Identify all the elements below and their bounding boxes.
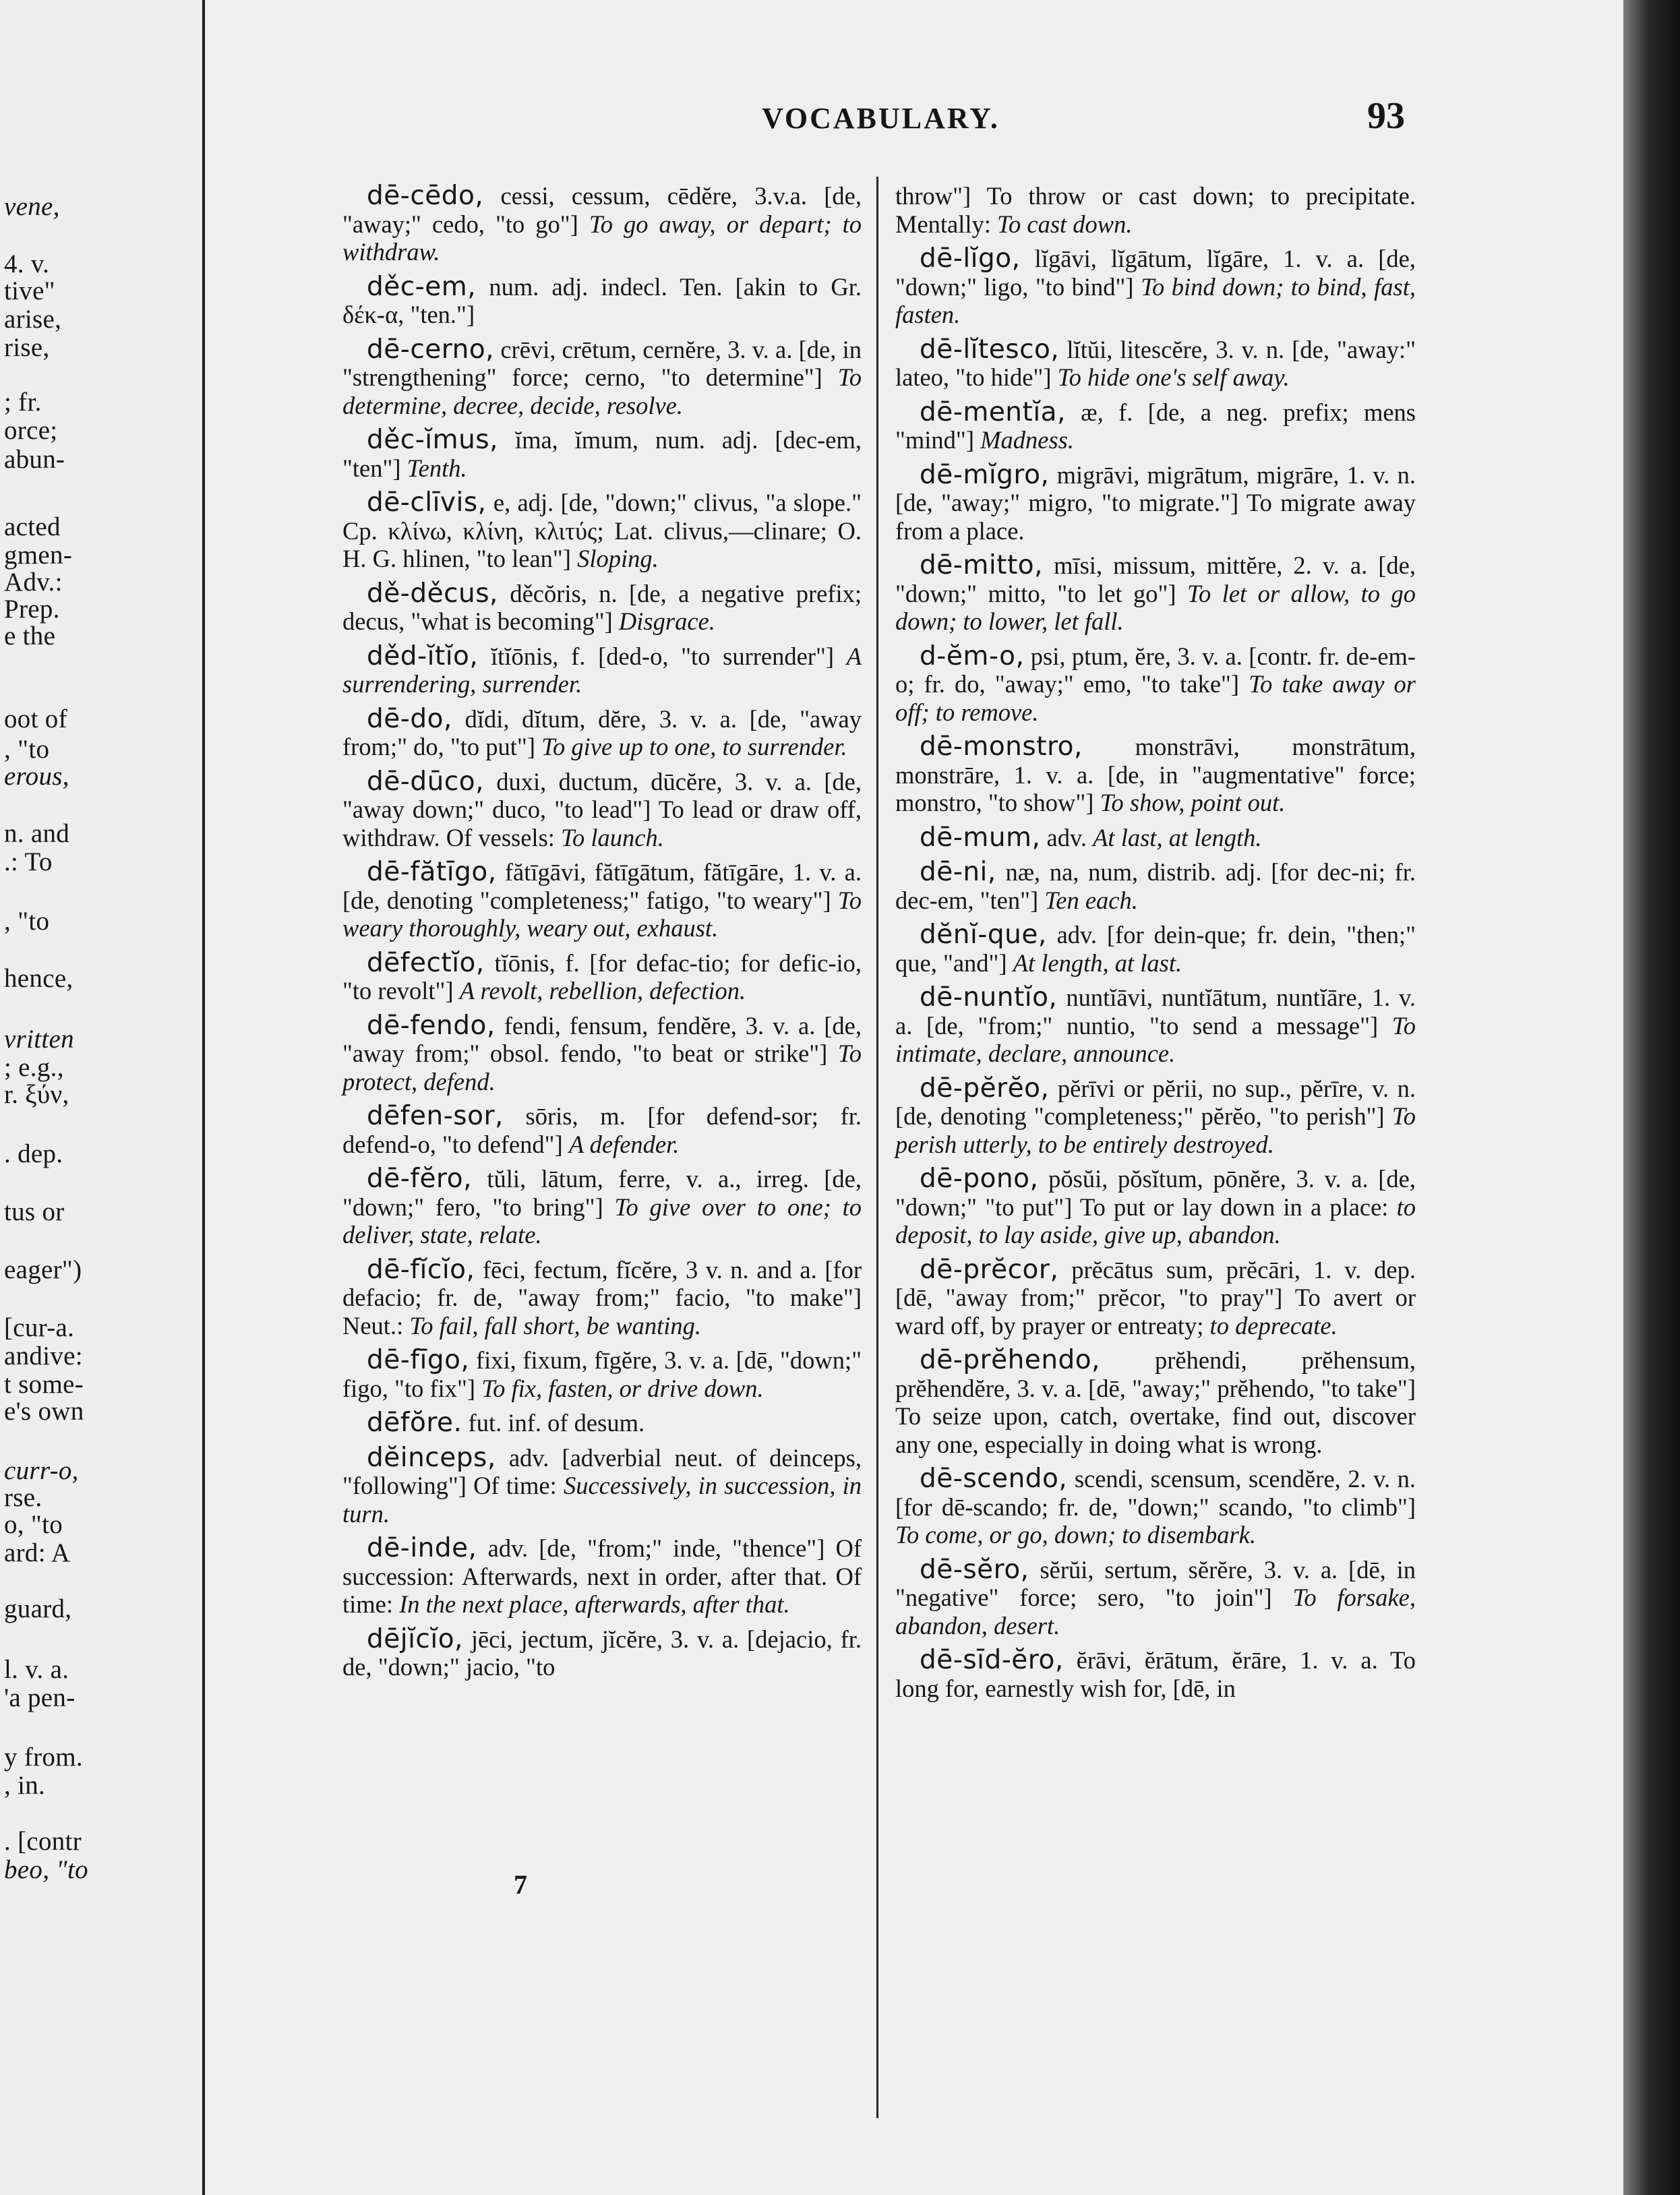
dictionary-entry — [342, 1256, 862, 1340]
facing-page-text: 4. v. — [4, 249, 50, 278]
facing-page-text: ; fr. — [4, 388, 42, 417]
facing-page-text: o, "to — [4, 1510, 63, 1539]
column-rule — [876, 177, 878, 2118]
dictionary-entry — [895, 733, 1416, 817]
entry-gloss: Sloping. — [577, 545, 659, 572]
dictionary-entry — [342, 642, 862, 698]
facing-page-text: [cur-a. — [4, 1313, 75, 1342]
entry-gloss: To fix, fasten, or drive down. — [481, 1374, 764, 1402]
facing-page-text: erous, — [4, 762, 69, 791]
entry-definition: adv. [adverbial neut. of deinceps, "following"] Of time: — [342, 1443, 862, 1499]
entry-headword: dē-pono, — [920, 1164, 1039, 1194]
facing-page-text: e the — [4, 622, 56, 651]
entry-headword: dējĭcĭo, — [367, 1623, 463, 1654]
entry-gloss: To hide one's self away. — [1057, 363, 1290, 391]
entry-gloss: A defender. — [568, 1130, 680, 1158]
entry-headword: dē-inde, — [367, 1533, 477, 1563]
entry-definition: æ, f. [de, a neg. prefix; mens "mind"] — [895, 398, 1416, 454]
facing-page-text: e's own — [4, 1397, 84, 1426]
entry-gloss: Ten each. — [1044, 886, 1138, 914]
entry-gloss: To go away, or depart; to withdraw. — [342, 210, 862, 266]
entry-headword: dē-lĭtesco, — [920, 334, 1060, 365]
dictionary-entry — [342, 489, 862, 573]
entry-gloss: To come, or go, down; to disembark. — [895, 1521, 1256, 1548]
entry-gloss: Disgrace. — [618, 607, 715, 635]
entry-definition: fătīgāvi, fătīgātum, fătīgāre, 1. v. a. [de, denoting "completeness;" fatigo, "to weary"] — [342, 858, 862, 914]
entry-headword: dē-fătīgo, — [367, 857, 497, 887]
dictionary-entry — [895, 461, 1416, 545]
entry-headword: dĕinceps, — [367, 1442, 496, 1473]
entry-definition: lĭtŭi, litescĕre, 3. v. n. [de, "away:" lateo, "to hide"] — [895, 335, 1416, 391]
facing-page-text: . [contr — [4, 1827, 82, 1856]
entry-definition: ĕrāvi, ĕrātum, ĕrāre, 1. v. a. To long for, earnestly wish for, [dē, in — [895, 1646, 1416, 1702]
facing-page-text: acted — [4, 512, 61, 541]
entry-gloss: To launch. — [561, 823, 664, 851]
entry-definition: duxi, ductum, dūcĕre, 3. v. a. [de, "away down;" duco, "to lead"] To lead or draw off, withdraw. Of vessels: — [342, 767, 862, 851]
entry-headword: dē-mĭgro, — [920, 459, 1050, 490]
facing-page-text: t some- — [4, 1370, 84, 1399]
entry-definition: psi, ptum, ĕre, 3. v. a. [contr. fr. de-em-o; fr. do, "away;" emo, "to take"] — [895, 642, 1416, 698]
entry-gloss: To show, point out. — [1100, 789, 1286, 816]
dictionary-entry — [895, 984, 1416, 1068]
dictionary-entry — [895, 1256, 1416, 1340]
entry-headword: dē-sĕro, — [920, 1554, 1029, 1585]
entry-headword: dē-sīd-ĕro, — [920, 1645, 1064, 1675]
dictionary-entry — [342, 1409, 862, 1437]
entry-gloss: to deprecate. — [1209, 1311, 1338, 1340]
entry-gloss: To forsake, abandon, desert. — [895, 1584, 1416, 1640]
entry-definition: sōris, m. [for defend-sor; fr. defend-o, "to defend"] — [342, 1102, 862, 1158]
entry-definition: migrāvi, migrātum, migrāre, 1. v. n. [de, "away;" migro, "to migrate."] To migrate away from a place. — [895, 460, 1416, 545]
dictionary-entry — [895, 1556, 1416, 1640]
entry-definition: num. adj. indecl. Ten. [akin to Gr. δέκ-α, "ten."] — [342, 272, 862, 328]
dictionary-entry — [342, 426, 862, 482]
dictionary-entry — [342, 1444, 862, 1528]
entry-headword: d-ĕm-o, — [920, 640, 1025, 671]
entry-definition: fendi, fensum, fendĕre, 3. v. a. [de, "away from;" obsol. fendo, "to beat or strike"] — [342, 1011, 862, 1067]
facing-page-text: . dep. — [4, 1139, 63, 1168]
entry-definition: adv. — [1046, 823, 1093, 851]
entry-headword: dē-prĕcor, — [920, 1254, 1059, 1285]
facing-page-text: , "to — [4, 735, 50, 764]
entry-headword: dēfŏre. — [367, 1408, 462, 1438]
dictionary-entry — [895, 921, 1416, 977]
facing-page-text: oot of — [4, 704, 67, 733]
facing-page-text: , in. — [4, 1771, 46, 1800]
entry-headword: dě-děcus, — [367, 578, 498, 609]
running-head: VOCABULARY. — [762, 102, 1000, 135]
entry-gloss: To let or allow, to go down; to lower, let fall. — [895, 579, 1416, 635]
entry-gloss: A surrendering, surrender. — [342, 642, 862, 698]
dictionary-entry — [342, 1102, 862, 1158]
dictionary-entry — [895, 1346, 1416, 1458]
entry-definition: děcŏris, n. [de, a negative prefix; decus, "what is becoming"] — [342, 579, 862, 635]
dictionary-entry — [342, 768, 862, 852]
entry-definition: pŏsŭi, pŏsĭtum, pōnĕre, 3. v. a. [de, "down;" "to put"] To put or lay down in a place: — [895, 1165, 1416, 1221]
entry-gloss: To perish utterly, to be entirely destroyed. — [895, 1102, 1416, 1158]
facing-page-text: y from. — [4, 1743, 83, 1772]
facing-page-text: .: To — [4, 847, 53, 876]
entry-gloss: To intimate, declare, announce. — [895, 1011, 1416, 1067]
entry-gloss: At last, at length. — [1093, 823, 1262, 851]
entry-definition: fēci, fectum, fĭcĕre, 3 v. n. and a. [for defacio; fr. de, "away from;" facio, "to make"] Neut.: — [342, 1255, 862, 1340]
signature-mark: 7 — [514, 1869, 527, 1900]
entry-gloss: To bind down; to bind, fast, fasten. — [895, 272, 1416, 328]
entry-headword: dē-dūco, — [367, 766, 484, 797]
entry-headword: dē-lĭgo, — [920, 243, 1021, 274]
dictionary-entry — [895, 398, 1416, 454]
entry-definition: tĭōnis, f. [for defac-tio; for defic-io, "to revolt"] — [342, 949, 862, 1004]
entry-gloss: A revolt, rebellion, defection. — [459, 977, 746, 1004]
facing-page-text: rise, — [4, 333, 50, 362]
entry-headword: dē-mum, — [920, 822, 1041, 853]
entry-gloss: Tenth. — [407, 454, 467, 482]
entry-gloss: At length, at last. — [1013, 949, 1182, 977]
facing-page-text: tive" — [4, 276, 55, 305]
facing-page-text: arise, — [4, 305, 62, 334]
entry-headword: dē-prĕhendo, — [920, 1345, 1101, 1375]
entry-definition: næ, na, num, distrib. adj. [for dec-ni; fr. dec-em, "ten"] — [895, 858, 1416, 914]
entry-definition: scendi, scensum, scendĕre, 2. v. n. [for dē-scando; fr. de, "down;" scando, "to climb"] — [895, 1465, 1416, 1521]
entry-headword: dē-cēdo, — [367, 181, 484, 211]
entry-definition: pĕrīvi or pĕrii, no sup., pĕrīre, v. n. [de, denoting "completeness;" pĕrĕo, "to perish"] — [895, 1074, 1416, 1130]
facing-page-text: ; e.g., — [4, 1053, 64, 1082]
entry-headword: dē-mentĭa, — [920, 396, 1066, 427]
entry-definition: jēci, jectum, jĭcĕre, 3. v. a. [dejacio, fr. de, "down;" jacio, "to — [342, 1625, 862, 1681]
dictionary-entry — [895, 245, 1416, 329]
facing-page-text: eager") — [4, 1255, 82, 1284]
dictionary-entry — [895, 336, 1416, 392]
entry-definition: mīsi, missum, mittĕre, 2. v. a. [de, "down;" mitto, "to let go"] — [895, 551, 1416, 607]
facing-page-text: hence, — [4, 964, 73, 993]
entry-definition: adv. [for dein-que; fr. dein, "then;" que, "and"] — [895, 921, 1416, 977]
entry-headword: dē-mitto, — [920, 550, 1043, 580]
entry-headword: děd-ĭtĭo, — [367, 640, 479, 671]
entry-headword: dē-fendo, — [367, 1010, 496, 1041]
entry-headword: dē-fĭcĭo, — [367, 1254, 475, 1285]
entry-gloss: To give over to one; to deliver, state, relate. — [342, 1193, 862, 1249]
entry-gloss: to deposit, to lay aside, give up, abandon. — [895, 1193, 1416, 1249]
dictionary-entry — [895, 182, 1416, 238]
entry-definition: e, adj. [de, "down;" clivus, "a slope." Cp. κλίνω, κλίνη, κλιτύς; Lat. clivus,—clinare; O. H. G. hlinen, "to lean"] — [342, 489, 862, 572]
dictionary-entry — [342, 580, 862, 636]
entry-headword: dē-cerno, — [367, 334, 495, 365]
entry-definition: prĕhendi, prĕhensum, prĕhendĕre, 3. v. a. [dē, "away;" prĕhendo, "to take"] To seize upon, catch, overtake, find out, discover any one, especially in doing what is wrong. — [895, 1346, 1416, 1458]
entry-headword: dēfectĭo, — [367, 947, 485, 978]
facing-page-text: r. ξύν, — [4, 1080, 69, 1109]
entry-gloss: Successively, in succession, in turn. — [342, 1472, 862, 1528]
entry-headword: dē-nuntĭo, — [920, 982, 1058, 1013]
dictionary-entry — [342, 336, 862, 420]
facing-page-text: ard: A — [4, 1538, 71, 1567]
facing-page-text: 'a pen- — [4, 1683, 76, 1712]
entry-gloss: To determine, decree, decide, resolve. — [342, 363, 862, 419]
column-2 — [895, 182, 1416, 1709]
entry-definition: monstrāvi, monstrātum, monstrāre, 1. v. a. [de, in "augmentative" force; monstro, "to show"] — [895, 733, 1416, 816]
column-1 — [342, 182, 862, 1688]
entry-headword: děc-em, — [367, 271, 477, 302]
dictionary-entry — [895, 642, 1416, 727]
facing-page-text: guard, — [4, 1594, 72, 1623]
dictionary-entry — [895, 824, 1416, 852]
dictionary-entry — [342, 1012, 862, 1096]
dictionary-entry — [342, 182, 862, 266]
facing-page-text: , "to — [4, 907, 50, 936]
entry-definition: dĭdi, dĭtum, dĕre, 3. v. a. [de, "away from;" do, "to put"] — [342, 704, 862, 760]
facing-page-text: abun- — [4, 445, 65, 474]
entry-gloss: Madness. — [980, 426, 1075, 454]
facing-page-text: vritten — [4, 1025, 74, 1054]
entry-headword: dē-ni, — [920, 857, 996, 887]
entry-gloss: To cast down. — [997, 210, 1133, 238]
entry-definition: cessi, cessum, cēdĕre, 3.v.a. [de, "away;" cedo, "to go"] — [342, 182, 862, 238]
facing-page-text: beo, "to — [4, 1855, 88, 1884]
entry-definition: fixi, fixum, fīgĕre, 3. v. a. [dē, "down;" figo, "to fix"] — [342, 1346, 862, 1402]
book-edge — [1623, 0, 1680, 2195]
dictionary-entry — [342, 1534, 862, 1619]
entry-definition: ĭma, ĭmum, num. adj. [dec-em, "ten"] — [342, 426, 862, 482]
facing-page-text: l. v. a. — [4, 1655, 69, 1684]
dictionary-entry — [895, 858, 1416, 914]
facing-page-text: andive: — [4, 1342, 83, 1371]
entry-definition: nuntĭāvi, nuntĭātum, nuntĭāre, 1. v. a. [de, "from;" nuntio, "to send a message"] — [895, 984, 1416, 1040]
entry-gloss: To fail, fall short, be wanting. — [409, 1311, 702, 1340]
facing-page-text: curr-o, — [4, 1456, 79, 1485]
facing-page-text: gmen- — [4, 541, 73, 570]
entry-headword: dēfen-sor, — [367, 1101, 504, 1131]
dictionary-entry — [342, 949, 862, 1005]
entry-definition: lĭgāvi, lĭgātum, lĭgāre, 1. v. a. [de, "down;" ligo, "to bind"] — [895, 245, 1416, 301]
entry-definition: sĕrŭi, sertum, sĕrĕre, 3. v. a. [dē, in "negative" force; sero, "to join"] — [895, 1555, 1416, 1611]
entry-headword: dē-scendo, — [920, 1464, 1068, 1494]
entry-definition: ĭtĭōnis, f. [ded-o, "to surrender"] — [491, 642, 847, 670]
facing-page-text: vene, — [4, 192, 60, 221]
entry-definition: prĕcātus sum, prĕcāri, 1. v. dep. [dē, "away from;" prĕcor, "to pray"] To avert or ward off, by prayer or entreaty; — [895, 1255, 1416, 1340]
entry-definition: throw"] To throw or cast down; to precipitate. Mentally: — [895, 182, 1416, 238]
facing-page-text: tus or — [4, 1197, 65, 1226]
dictionary-entry — [342, 1625, 862, 1681]
entry-gloss: To take away or off; to remove. — [895, 670, 1416, 726]
facing-page-text: Prep. — [4, 595, 60, 624]
facing-page-text: orce; — [4, 416, 58, 445]
entry-headword: dē-do, — [367, 703, 452, 734]
dictionary-entry — [895, 1165, 1416, 1249]
entry-gloss: To protect, defend. — [342, 1040, 862, 1095]
dictionary-entry — [342, 705, 862, 761]
facing-page-text: Adv.: — [4, 568, 63, 597]
dictionary-entry — [342, 1346, 862, 1402]
entry-definition: fut. inf. of desum. — [468, 1409, 645, 1437]
dictionary-entry — [895, 551, 1416, 636]
facing-page-text: rse. — [4, 1483, 42, 1512]
entry-gloss: To weary thoroughly, weary out, exhaust. — [342, 886, 862, 942]
dictionary-entry — [342, 858, 862, 942]
facing-page-fragment — [0, 0, 214, 2195]
entry-definition: adv. [de, "from;" inde, "thence"] Of succession: Afterwards, next in order, after that. Of time: — [342, 1534, 862, 1618]
entry-headword: dē-fĕro, — [367, 1164, 472, 1194]
entry-headword: dĕnĭ-que, — [920, 920, 1047, 950]
entry-headword: dē-fīgo, — [367, 1345, 470, 1375]
entry-headword: dē-monstro, — [920, 731, 1083, 762]
dictionary-entry — [895, 1075, 1416, 1159]
dictionary-entry — [895, 1646, 1416, 1702]
dictionary-entry — [895, 1465, 1416, 1549]
entry-headword: dē-pĕrĕo, — [920, 1073, 1050, 1104]
entry-gloss: To give up to one, to surrender. — [541, 733, 847, 760]
entry-gloss: In the next place, afterwards, after that. — [399, 1590, 790, 1618]
dictionary-entry — [342, 273, 862, 329]
entry-definition: crēvi, crētum, cernĕre, 3. v. a. [de, in "strengthening" force; cerno, "to determine"] — [342, 335, 862, 391]
entry-headword: děc-ĭmus, — [367, 425, 499, 455]
dictionary-entry — [342, 1165, 862, 1249]
entry-definition: tŭli, lātum, ferre, v. a., irreg. [de, "down;" fero, "to bring"] — [342, 1165, 862, 1221]
entry-headword: dē-clīvis, — [367, 487, 487, 518]
page-number: 93 — [1367, 95, 1405, 137]
facing-page-text: n. and — [4, 819, 70, 848]
